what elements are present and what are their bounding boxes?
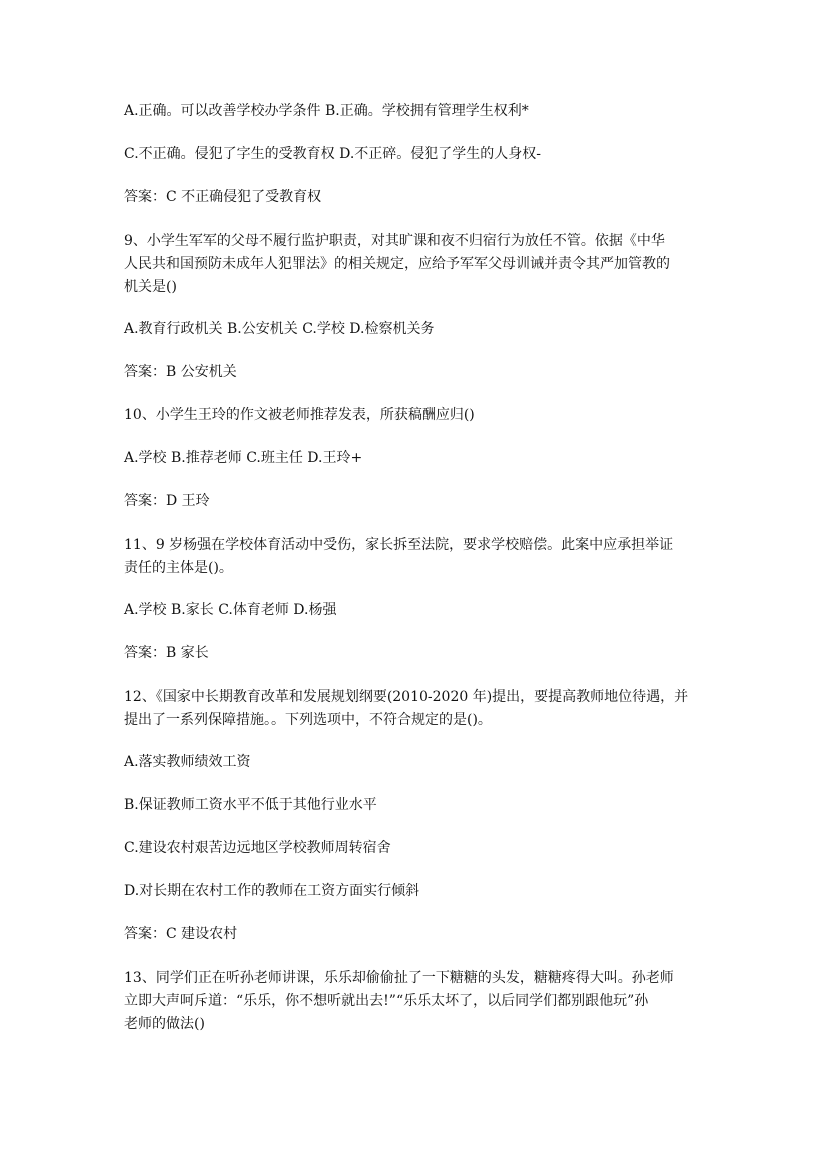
- q13-question-line-3: 老师的做法(): [124, 1016, 205, 1032]
- q9-question-line-2: 人民共和国预防未成年人犯罪法》的相关规定，应给予军军父母训诫并责令其严加管教的: [124, 256, 670, 272]
- q11-question-line-1: 11、9 岁杨强在学校体育活动中受伤，家长拆至法院，要求学校赔偿。此案中应承担举证: [124, 537, 674, 553]
- q8-options-cd: C.不正确。侵犯了字生的受教育权 D.不正碎。侵犯了学生的人身权-: [124, 146, 542, 162]
- q12-answer: 答案：C 建设农村: [124, 926, 238, 942]
- q12-option-d: D.对长期在农村工作的教师在工资方面实行倾斜: [124, 883, 420, 899]
- q10-answer: 答案：D 王玲: [124, 493, 210, 509]
- q10-question: 10、小学生王玲的作文被老师推荐发表，所获稿酬应归(): [124, 407, 475, 423]
- q13-question-line-1: 13、同学们正在听孙老师讲课，乐乐却偷偷扯了一下糖糖的头发，糖糖疼得大叫。孙老师: [124, 970, 674, 986]
- q12-question-line-2: 提出了一系列保障措施。。下列选项中，不符合规定的是()。: [124, 712, 492, 728]
- q11-options: A.学校 B.家长 C.体育老师 D.杨强: [124, 602, 337, 618]
- q12-option-c: C.建设农村艰苦边远地区学校教师周转宿舍: [124, 840, 391, 856]
- q9-answer: 答案：B 公安机关: [124, 364, 237, 380]
- q12-option-a: A.落实教师绩效工资: [124, 754, 251, 770]
- q9-question-line-3: 机关是(): [124, 279, 177, 295]
- q8-options-ab: A.正确。可以改善学校办学条件 B.正确。学校拥有管理学生权利*: [124, 103, 529, 119]
- q8-answer: 答案：C 不正确侵犯了受教育权: [124, 189, 322, 205]
- q12-question-line-1: 12、《国家中长期教育改革和发展规划纲要(2010-2020 年)提出，要提高教师地位待遇，并: [124, 689, 689, 705]
- q10-options: A.学校 B.推荐老师 C.班主任 D.王玲+: [124, 450, 363, 466]
- q11-question-line-2: 责任的主体是()。: [124, 560, 233, 576]
- q13-question-line-2: 立即大声呵斥道：“乐乐，你不想听就出去!”“乐乐太坏了，以后同学们都别跟他玩”孙: [124, 993, 649, 1009]
- q11-answer: 答案：B 家长: [124, 645, 209, 661]
- q9-question-line-1: 9、小学生军军的父母不履行监护职责，对其旷课和夜不归宿行为放任不管。依据《中华: [124, 233, 665, 249]
- q9-options: A.教育行政机关 B.公安机关 C.学校 D.检察机关务: [124, 321, 435, 337]
- q12-option-b: B.保证教师工资水平不低于其他行业水平: [124, 797, 377, 813]
